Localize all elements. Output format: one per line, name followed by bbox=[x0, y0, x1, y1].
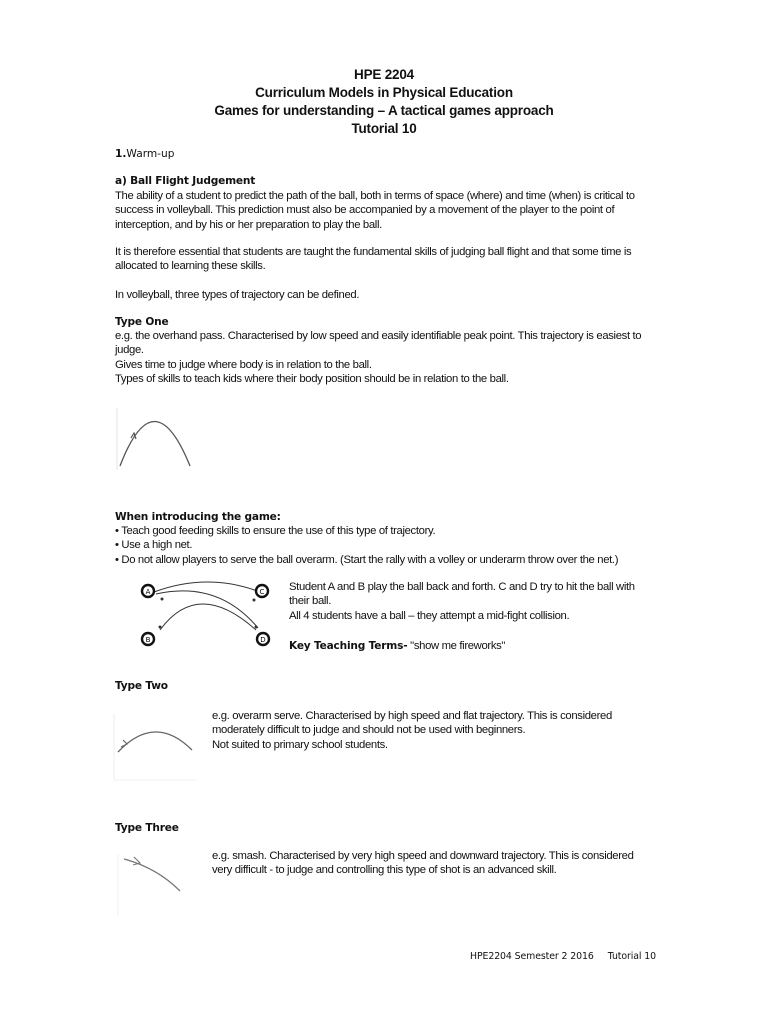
ball-icon bbox=[255, 626, 258, 629]
drill-line-2: All 4 students have a ball – they attempt a mid-fight collision. bbox=[289, 609, 570, 622]
type-three-heading: Type Three bbox=[115, 822, 179, 834]
type-one-line-3: Types of skills to teach kids where their body position should be in relation to the ball. bbox=[115, 372, 509, 385]
section-number: 1. bbox=[115, 148, 127, 160]
course-code: HPE 2204 bbox=[354, 67, 414, 82]
document-subtitle: Games for understanding – A tactical games approach bbox=[214, 103, 554, 118]
flat-arc-trajectory bbox=[118, 732, 192, 752]
svg-text:A: A bbox=[145, 588, 151, 596]
tutorial-number: Tutorial 10 bbox=[351, 121, 417, 136]
type-three-trajectory-diagram bbox=[112, 846, 202, 921]
footer-tutorial: Tutorial 10 bbox=[607, 951, 657, 962]
type-one-heading: Type One bbox=[115, 316, 169, 328]
svg-text:C: C bbox=[259, 588, 265, 596]
bullet-high-net: • Use a high net. bbox=[115, 539, 193, 552]
ball-icon bbox=[253, 599, 256, 602]
ball-flight-paragraph-2: It is therefore essential that students are taught the fundamental skills of judging ball flight and that some time is allocated to learning these skills. bbox=[115, 246, 632, 273]
fireworks-drill-diagram bbox=[138, 580, 278, 645]
page-footer bbox=[470, 951, 656, 962]
key-teaching-terms bbox=[289, 636, 505, 654]
introducing-heading: When introducing the game: bbox=[115, 511, 281, 523]
type-one-line-2: Gives time to judge where body is in relation to the ball. bbox=[115, 358, 372, 371]
player-d-marker bbox=[257, 633, 269, 645]
type-two-line-2: Not suited to primary school students. bbox=[212, 738, 388, 751]
type-two-heading: Type Two bbox=[115, 680, 168, 692]
arrow-icon bbox=[121, 740, 127, 747]
player-b-marker bbox=[142, 633, 154, 645]
section-title: Warm-up bbox=[126, 148, 175, 160]
type-one-trajectory-diagram bbox=[112, 402, 202, 474]
bullet-no-overarm: • Do not allow players to serve the ball overarm. (Start the rally with a volley or underarm throw over the net.) bbox=[115, 553, 619, 566]
drill-line-1: Student A and B play the ball back and forth. C and D try to hit the ball with their ball. bbox=[289, 581, 635, 608]
type-one-text bbox=[115, 329, 650, 386]
section-heading-warmup bbox=[115, 147, 174, 161]
arrow-icon bbox=[133, 857, 140, 865]
type-two-trajectory-diagram bbox=[110, 710, 200, 785]
footer-semester: HPE2204 Semester 2 2016 bbox=[470, 951, 594, 962]
ball-flight-paragraph-1: The ability of a student to predict the path of the ball, both in terms of space (where) and time (when) is critical to success in volleyball. This prediction must also be accompanied by a movement of the player to the point of interception, and by his or her preparation to play the ball. bbox=[115, 190, 635, 231]
type-one-line-1: e.g. the overhand pass. Characterised by low speed and easily identifiable peak point. This trajectory is easiest to judge. bbox=[115, 330, 642, 357]
ball-icon bbox=[161, 598, 164, 601]
high-arc-trajectory bbox=[120, 422, 190, 467]
downward-trajectory bbox=[124, 859, 180, 891]
player-a-marker bbox=[142, 585, 154, 597]
svg-text:B: B bbox=[145, 636, 151, 644]
pass-path-a-d bbox=[156, 591, 258, 628]
subsection-heading-ball-flight: a) Ball Flight Judgement bbox=[115, 175, 256, 187]
type-two-line-1: e.g. overarm serve. Characterised by high speed and flat trajectory. This is considered moderately difficult to judge and should not be used with beginners. bbox=[212, 710, 612, 737]
player-c-marker bbox=[256, 585, 268, 597]
key-teaching-terms-value: "show me fireworks" bbox=[407, 640, 506, 652]
ball-icon bbox=[159, 626, 162, 629]
ball-flight-paragraph-3: In volleyball, three types of trajectory can be defined. bbox=[115, 289, 360, 301]
drill-description bbox=[289, 580, 649, 623]
type-two-text bbox=[212, 709, 642, 752]
key-teaching-terms-label: Key Teaching Terms- bbox=[289, 640, 408, 652]
introducing-bullet-list bbox=[115, 524, 675, 567]
svg-text:D: D bbox=[260, 636, 266, 644]
pass-path-b-d bbox=[160, 604, 256, 630]
course-title: Curriculum Models in Physical Education bbox=[255, 85, 513, 100]
bullet-feeding-skills: • Teach good feeding skills to ensure the use of this type of trajectory. bbox=[115, 525, 436, 537]
pass-path-a-c bbox=[154, 582, 260, 592]
type-three-text: e.g. smash. Characterised by very high speed and downward trajectory. This is considered very difficult - to judge and controlling this type of shot is an advanced skill. bbox=[212, 850, 634, 877]
document-header bbox=[0, 66, 768, 138]
